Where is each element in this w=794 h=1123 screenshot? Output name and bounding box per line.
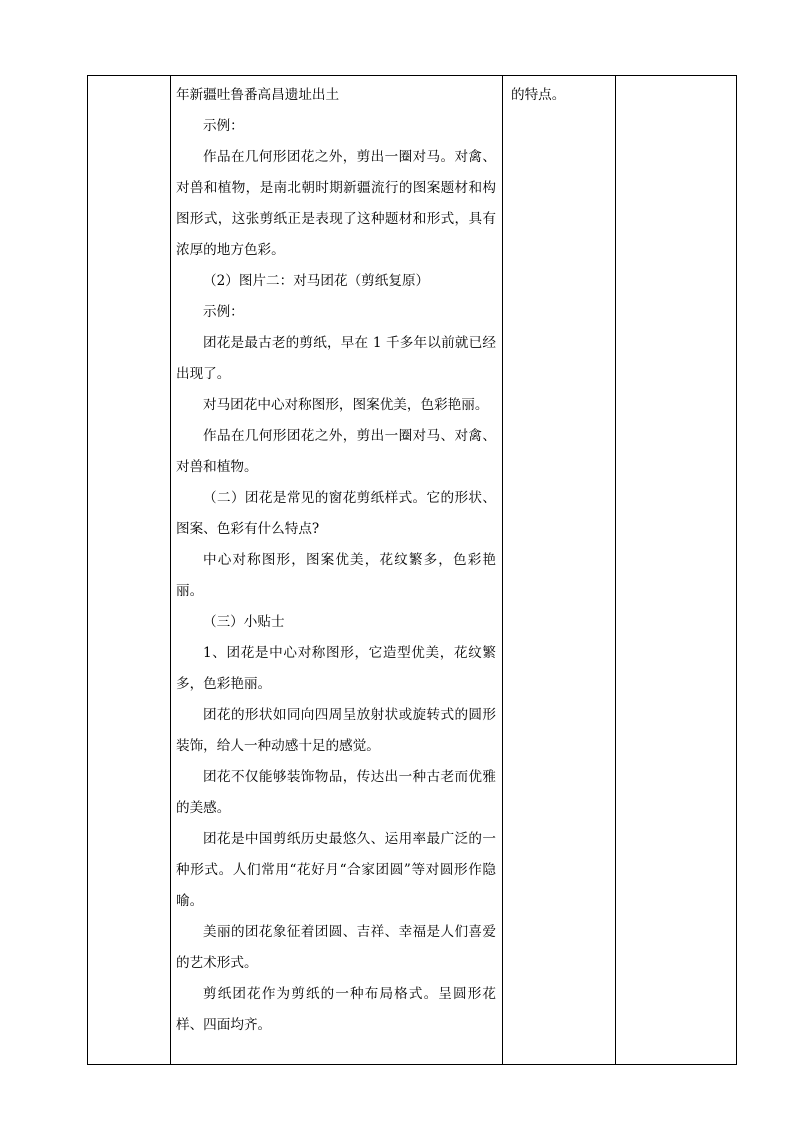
paragraph: （三）小贴士: [203, 614, 285, 630]
paragraph: 示例：: [203, 118, 244, 134]
paragraph: 剪纸团花作为剪纸的一种布局格式。呈圆形花样、四面均齐。: [176, 986, 496, 1033]
paragraph: 作品在几何形团花之外，剪出一圈对马、对禽、对兽和植物。: [176, 428, 496, 475]
paragraph: 团花是最古老的剪纸，早在 1 千多年以前就已经出现了。: [176, 335, 496, 382]
paragraph: 美丽的团花象征着团圆、吉祥、幸福是人们喜爱的艺术形式。: [176, 924, 496, 971]
paragraph: 团花不仅能够装饰物品，传达出一种古老而优雅的美感。: [176, 769, 496, 816]
paragraph: （2）图片二：对马团花（剪纸复原）: [203, 273, 430, 289]
paragraph: 对马团花中心对称图形，图案优美，色彩艳丽。: [203, 397, 489, 413]
empty-cell-right: [616, 76, 737, 1065]
paragraph: 团花是中国剪纸历史最悠久、运用率最广泛的一种形式。人们常用“花好月“合家团圆”等对圆形作隐喻。: [176, 831, 496, 909]
table-row: [88, 76, 737, 1065]
content-cell: [171, 76, 503, 1065]
empty-cell-left: [88, 76, 171, 1065]
paragraph: 年新疆吐鲁番高昌遗址出土: [176, 87, 340, 103]
paragraph: （二）团花是常见的窗花剪纸样式。它的形状、图案、色彩有什么特点?: [176, 490, 496, 537]
characteristics-text: 的特点。: [511, 87, 566, 103]
paragraph: 团花的形状如同向四周呈放射状或旋转式的圆形装饰，给人一种动感十足的感觉。: [176, 707, 496, 754]
paragraph: 示例：: [203, 304, 244, 320]
paragraph: 中心对称图形，图案优美，花纹繁多，色彩艳丽。: [176, 552, 496, 599]
paragraph: 1、团花是中心对称图形，它造型优美，花纹繁多，色彩艳丽。: [176, 645, 496, 692]
paragraph: 作品在几何形团花之外，剪出一圈对马。对禽、对兽和植物，是南北朝时期新疆流行的图案题材和构图形式，这张剪纸正是表现了这种题材和形式，具有浓厚的地方色彩。: [176, 149, 496, 258]
characteristics-cell: [503, 76, 616, 1065]
lesson-table: [87, 75, 737, 1065]
